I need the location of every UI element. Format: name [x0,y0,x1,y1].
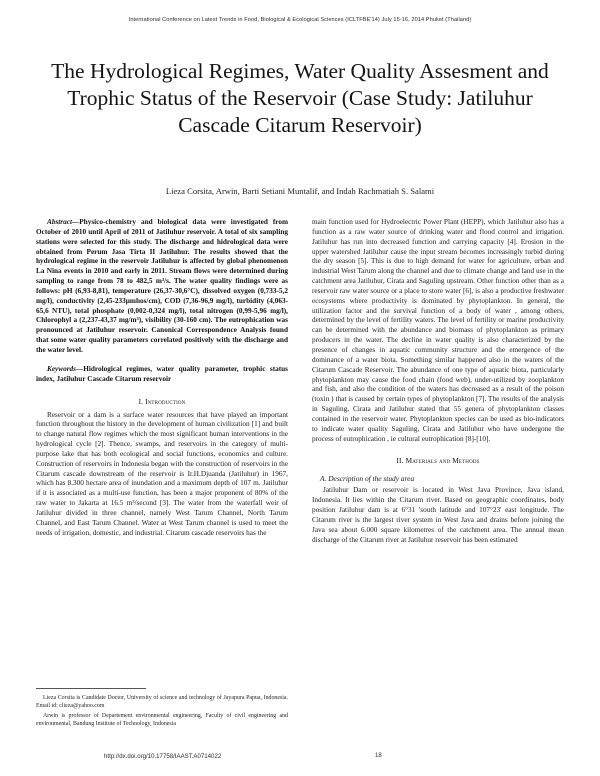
footnote-divider [36,688,146,689]
footnote-block [36,694,288,728]
keywords-label: Keywords [47,364,76,373]
abstract-text: Physico-chemistry and biological data were investigated from October of 2010 until April of 2011 of Jatiluhur reservoir. A total of six sampling stations were selected for this study. The discharge and hidrological data were obtained from Perum Jasa Tirta II Jatiluhur. The results showed that the hydrological regime in the reservoir Jatiluhur is affected by global phenomenon La Nina events in 2010 and early in 2011. Stream flows were determined during sampling to range from 78 to 482,5 m³/s. The water quality findings were as follows: pH (6,93-8,81), temperature (26,37-30,6°C), dissolved oxygen (0,733-5,2 mg/l), conductivity (2,45-233µmhos/cm), COD (7,36-96,9 mg/l), turbidity (4,063-65,6 NTU), total phosphate (0,002-0,324 mg/l), total nitrogen (0,99-5,96 mg/l), Chlorophyl a (2,237-43,37 mg/m³), visibility (30-160 cm). The eutrophication was pronounced at Jatiluhur reservoir. Canonical Correspondence Analysis found that some water quality parameters correlated positively with the discharge and the water level. [36,218,288,354]
abstract-dash: — [71,218,80,226]
footnote-author-1: Lieza Corsita is Candidate Doctor, University of science and technology of Jayapura Papua, Indonesia. Email id: clieza@yahoo.com [36,695,288,710]
abstract-paragraph [36,218,288,356]
doi-link[interactable]: http://dx.doi.org/10.17758/IAAST.A0714022 [104,753,222,760]
conference-header: International Conference on Latest Trends in Food, Biological & Ecological Sciences (ICLTFBE'14) July 15-16, 2014 Phuket (Thailand) [128,17,472,23]
study-area-paragraph: Jatiluhur Dam or reservoir is located in West Java Province, Java island, Indonesia. It lies within the Citarum river. Based on geographic coordinates, body position Jatiluhur dam is at 6°31 'south latitude and 107°23' east longitude. The Citarum river is the largest river system in West Java and drains before joining the Java sea about 6.000 square kilometres of the catchment area. The annual mean discharge of the Citarum river at Jatiluhur reservoir has been estimated [312,486,564,544]
author-list: Lieza Corsita, Arwin, Barti Setiani Muntalif, and Indah Rachmatiah S. Salami [165,186,435,196]
body-columns [36,218,564,738]
footnote-author-2: Arwin is professor of Departement environmental engineering, Faculty of civil engineering and environmental, Bandung Institute of Technology, Indonesia [36,713,288,728]
intro-continuation-paragraph: main function used for Hydroelectric Power Plant (HEPP), which Jatiluhur also has a function as a raw water source of drinking water and flood control and irrigation. Jatiluhur has run into decreased function and carrying capacity [4]. Erosion in the upper watershed Jatiluhur cause the input stream becomes increasingly turbid during the dry season [5]. This is due to high demand for water for agriculture, urban and industrial West Tarum along the channel and due to climate change and land use in the catchment area Jatiluhur, Cirata and Saguling upstream. Other function other than as a reservoir raw water source or a place to store water [6], is also a productive freshwater ecosystems where productivity is dominated by phytoplankton. In general, the utilization factor and the survival function of a body of water , among others, determined by the level of fertility waters. The level of fertility or marine productivity can be determined with the abundance and biomass of phytoplankton as primary producers in the water. The decline in water quality is also characterized by the presence of changes in aquatic community structure and the emergence of the dominance of a water biota. Something similar happened also in the waters of the Citarum Cascade Reservoir. The abundance of one type of aquatic biota, particularly phytoplankton may cause the food chain (food web), under-utilized by zooplankton and fish, and also the condition of the waters has decreased as a result of the poison (toxin ) that is caused by certain types of phytoplankton [7]. The results of the analysis in Saguling, Cirata and Jatiluhur stated that 55 genera of phytoplankton classes contained in the reservoir water. Phytoplankton species can be used as bio-indicators to indicate water quality Saguling, Cirata and Jatiluhur who have undergone the process of eutrophication , ie cultural eutrophication [8]-[10]. [312,218,564,443]
abstract-label: Abstract [47,218,72,226]
section-heading-introduction: I. Introduction [138,396,186,406]
page-title: The Hydrological Regimes, Water Quality Assesment and Trophic Status of the Reservoir (Case Study: Jatiluhur Cascade Citarum Reservoir) [51,59,549,137]
subsection-heading-study-area: A. Description of the study area [320,474,415,484]
intro-paragraph: Reservoir or a dam is a surface water resources that have played an important function throughout the history in the development of human civilization [1] and built to change natural flow regimes which the most significant human interventions in the hydrological cycle [2]. Thence, swamps, and reservoirs in the category of multi-purpose lake that has both ecological and social functions, economics and culture. Construction of reservoirs in Indonesia began with the construction of reservoirs in the Citarum cascade downstream of the reservoir is Ir.H.Djuanda (Jatiluhur) in 1967, which has 8.300 hectare area of inundation and a maximum depth of 107 m. Jatiluhur if it is associated as a multi-use function, has been a major proponent of 80% of the raw water to Jakarta at 16.5 m³/second [3]. The water from the waterfall weir of Jatiluhur divided in three channel, namely West Tarum Channel, North Tarum Channel, and East Tarum Channel. Water at West Tarum channel is used to meet the needs of irrigation, domestic, and industrial. Citarum cascade reservoirs has the [36,410,288,537]
right-column [312,218,564,545]
section-heading-materials-and-methods: II. Materials and Methods [396,456,480,466]
title-block [48,58,552,139]
left-column [36,218,288,538]
keywords-paragraph [36,365,288,385]
keywords-dash: — [76,364,84,373]
page-number: 18 [375,752,382,759]
keywords-text: Hidrological regimes, water quality parameter, trophic status index, Jatiluhur Cascade Citarum reservoir [36,364,288,383]
